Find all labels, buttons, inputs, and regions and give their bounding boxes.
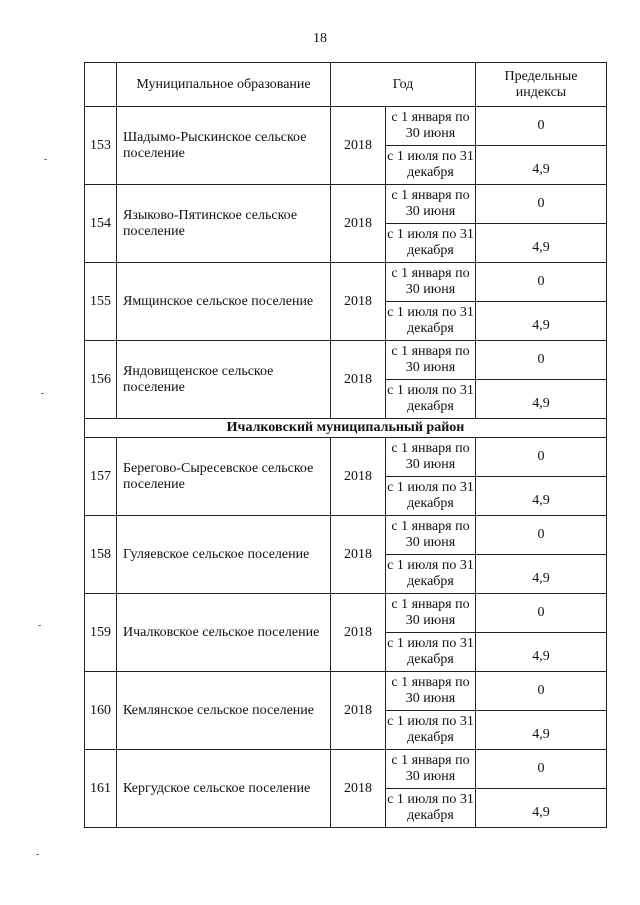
period-first: с 1 января по 30 июня — [386, 438, 476, 477]
index-first-half: 0 — [476, 672, 607, 711]
index-first-half: 0 — [476, 438, 607, 477]
table-row — [85, 672, 607, 711]
index-second-half: 4,9 — [476, 302, 607, 341]
year-cell: 2018 — [331, 672, 386, 750]
row-number: 160 — [85, 672, 117, 750]
row-number: 154 — [85, 185, 117, 263]
municipality-name: Шадымо-Рыскинское сельское поселение — [117, 107, 331, 185]
table-header-row — [85, 63, 607, 107]
table-row — [85, 750, 607, 789]
period-second: с 1 июля по 31 декабря — [386, 633, 476, 672]
row-number: 156 — [85, 341, 117, 419]
scan-mark — [41, 393, 44, 394]
index-second-half: 4,9 — [476, 711, 607, 750]
period-second: с 1 июля по 31 декабря — [386, 711, 476, 750]
municipality-name: Кергудское сельское поселение — [117, 750, 331, 828]
scan-mark — [44, 159, 47, 160]
limit-index-table — [84, 62, 607, 828]
row-number: 158 — [85, 516, 117, 594]
table-row — [85, 594, 607, 633]
period-first: с 1 января по 30 июня — [386, 263, 476, 302]
period-second: с 1 июля по 31 декабря — [386, 302, 476, 341]
year-cell: 2018 — [331, 341, 386, 419]
table-row — [85, 341, 607, 380]
row-number: 155 — [85, 263, 117, 341]
period-second: с 1 июля по 31 декабря — [386, 789, 476, 828]
period-first: с 1 января по 30 июня — [386, 341, 476, 380]
year-cell: 2018 — [331, 185, 386, 263]
year-cell: 2018 — [331, 107, 386, 185]
row-number: 161 — [85, 750, 117, 828]
index-second-half: 4,9 — [476, 633, 607, 672]
year-cell: 2018 — [331, 750, 386, 828]
district-name: Ичалковский муниципальный район — [85, 419, 607, 438]
period-first: с 1 января по 30 июня — [386, 750, 476, 789]
period-second: с 1 июля по 31 декабря — [386, 380, 476, 419]
table-row — [85, 516, 607, 555]
scan-mark — [38, 625, 41, 626]
municipality-name: Кемлянское сельское поселение — [117, 672, 331, 750]
year-cell: 2018 — [331, 438, 386, 516]
period-first: с 1 января по 30 июня — [386, 516, 476, 555]
municipality-name: Ичалковское сельское поселение — [117, 594, 331, 672]
year-cell: 2018 — [331, 516, 386, 594]
row-number: 157 — [85, 438, 117, 516]
year-cell: 2018 — [331, 594, 386, 672]
index-first-half: 0 — [476, 107, 607, 146]
scan-mark — [36, 854, 39, 855]
index-first-half: 0 — [476, 263, 607, 302]
period-second: с 1 июля по 31 декабря — [386, 146, 476, 185]
table-row — [85, 107, 607, 146]
index-first-half: 0 — [476, 750, 607, 789]
header-index: Предельные индексы — [476, 63, 607, 107]
table-body — [85, 107, 607, 828]
period-second: с 1 июля по 31 декабря — [386, 224, 476, 263]
index-second-half: 4,9 — [476, 146, 607, 185]
index-second-half: 4,9 — [476, 477, 607, 516]
period-first: с 1 января по 30 июня — [386, 185, 476, 224]
period-second: с 1 июля по 31 декабря — [386, 477, 476, 516]
period-second: с 1 июля по 31 декабря — [386, 555, 476, 594]
index-second-half: 4,9 — [476, 789, 607, 828]
page-number: 18 — [313, 31, 327, 46]
year-cell: 2018 — [331, 263, 386, 341]
municipality-name: Гуляевское сельское поселение — [117, 516, 331, 594]
district-row — [85, 419, 607, 438]
index-first-half: 0 — [476, 185, 607, 224]
table-row — [85, 438, 607, 477]
header-year: Год — [331, 63, 476, 107]
header-num — [85, 63, 117, 107]
index-first-half: 0 — [476, 594, 607, 633]
row-number: 159 — [85, 594, 117, 672]
period-first: с 1 января по 30 июня — [386, 672, 476, 711]
municipality-name: Берегово-Сыресевское сельское поселение — [117, 438, 331, 516]
index-second-half: 4,9 — [476, 224, 607, 263]
index-first-half: 0 — [476, 341, 607, 380]
municipality-name: Языково-Пятинское сельское поселение — [117, 185, 331, 263]
header-municipality: Муниципальное образование — [117, 63, 331, 107]
municipality-name: Ямщинское сельское поселение — [117, 263, 331, 341]
row-number: 153 — [85, 107, 117, 185]
period-first: с 1 января по 30 июня — [386, 107, 476, 146]
table-row — [85, 263, 607, 302]
index-second-half: 4,9 — [476, 380, 607, 419]
municipality-name: Яндовищенское сельское поселение — [117, 341, 331, 419]
period-first: с 1 января по 30 июня — [386, 594, 476, 633]
index-second-half: 4,9 — [476, 555, 607, 594]
table-row — [85, 185, 607, 224]
index-first-half: 0 — [476, 516, 607, 555]
